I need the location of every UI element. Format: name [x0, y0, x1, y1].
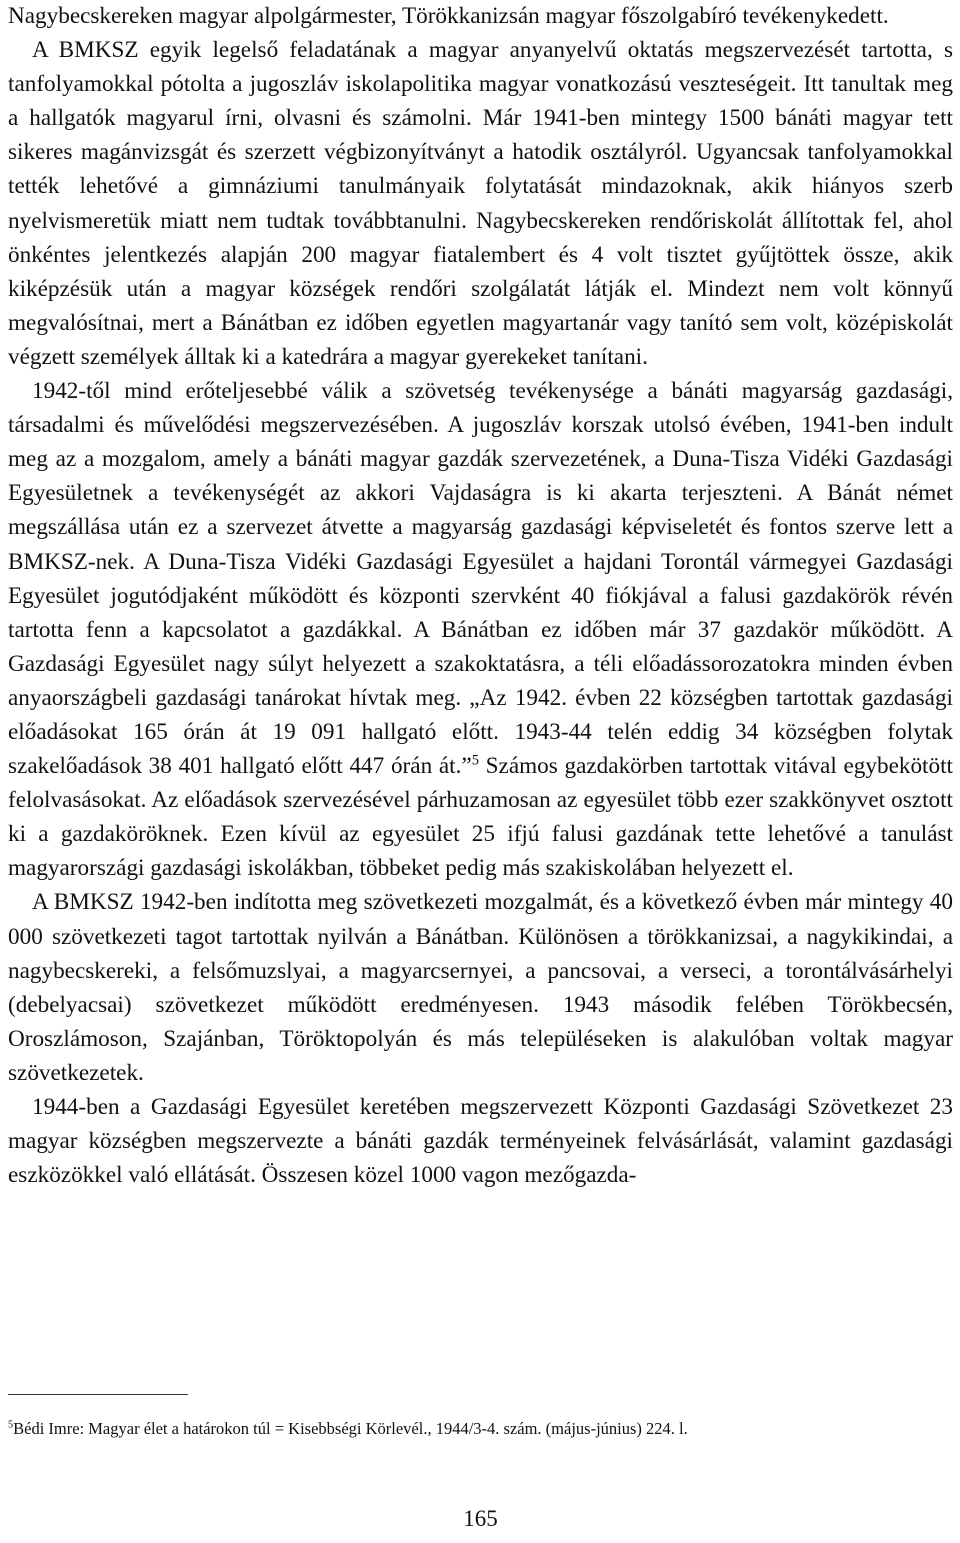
paragraph-3 [8, 374, 953, 885]
book-page [8, 0, 953, 1543]
body-text [8, 0, 953, 1192]
footnote-divider [8, 1394, 188, 1395]
paragraph-5-text: 1944-ben a Gazdasági Egyesület keretében megszervezett Központi Gazdasági Szövetkezet 23 magyar községben megszervezte a bánáti gazdák terményeinek felvásárlását, valamint gazdasági eszközökkel való ellátását. Összesen közel 1000 vagon mezőgazda- [8, 1094, 953, 1189]
footnote-reference: 5 [471, 752, 479, 769]
paragraph-4 [8, 885, 953, 1090]
paragraph-4-text: A BMKSZ 1942-ben indította meg szövetkezeti mozgalmát, és a következő évben már mintegy 40 000 szövetkezeti tagot tartottak nyilván a Bánátban. Különösen a törökkanizsai, a nagykikindai, a nagybecskereki, a felsőmuzslyai, a magyarcsernyei, a pancsovai, a verseci, a torontálvásárhelyi (debelyacsai) szövetkezet működött eredményesen. 1943 második felében Törökbecsén, Oroszlámoson, Szajánban, Töröktopolyán és más településeken is alakulóban voltak magyar szövetkezetek. [8, 889, 953, 1086]
paragraph-5 [8, 1090, 953, 1192]
footnote-text: Bédi Imre: Magyar élet a határokon túl = Kisebbségi Körlevél., 1944/3-4. szám. (május-június) 224. l. [13, 1419, 688, 1438]
paragraph-1 [8, 0, 953, 33]
paragraph-2-text: A BMKSZ egyik legelső feladatának a magyar anyanyelvű oktatás megszervezését tartotta, s tanfolyamokkal pótolta a jugoszláv iskolapolitika magyar vonatkozású veszteségeit. Itt tanultak meg a hallgatók magyarul írni, olvasni és számolni. Már 1941-ben mintegy 1500 bánáti magyar tett sikeres magánvizsgát és szerzett végbizonyítványt a hatodik osztályról. Ugyancsak tanfolyamokkal tették lehetővé a gimnáziumi tanulmányaik folytatását mindazoknak, akik hiányos szerb nyelvismeretük miatt nem tudtak továbbtanulni. Nagybecskereken rendőriskolát állítottak fel, ahol önkéntes jelentkezés alapján 200 magyar fiatalembert és 4 volt tisztet gyűjtöttek össze, akik kiképzésük után a magyar községek rendőri szolgálatát látják el. Mindezt nem volt könnyű megvalósítnai, mert a Bánátban ez időben egyetlen magyartanár vagy tanító sem volt, középiskolát végzett személyek álltak ki a katedrára a magyar gyerekeket tanítani. [8, 37, 953, 370]
paragraph-2 [8, 33, 953, 374]
paragraph-3-text: 1942-től mind erőteljesebbé válik a szövetség tevékenysége a bánáti magyarság gazdasági, társadalmi és művelődési megszervezésében. A jugoszláv korszak utolsó évében, 1941-ben indult meg az a mozgalom, amely a bánáti magyar gazdák szervezetének, a Duna-Tisza Vidéki Gazdasági Egyesületnek a tevékenységét az akkori Vajdaságra is ki akarta terjeszteni. A Bánát német megszállása után ez a szervezet átvette a magyarság gazdasági képviseletét és fontos szerve lett a BMKSZ-nek. A Duna-Tisza Vidéki Gazdasági Egyesület a hajdani Torontál vármegyei Gazdasági Egyesület jogutódjaként működött és központi szervként 40 fiókjával a falusi gazdakörök révén tartotta fenn a kapcsolatot a gazdákkal. A Bánátban ez időben már 37 gazdakör működött. A Gazdasági Egyesület nagy súlyt helyezett a szakoktatásra, a téli előadássorozatokra minden évben anyaországbeli gazdasági tanárokat hívtak meg. „Az 1942. évben 22 községben tartottak gazdasági előadásokat 165 órán át 19 091 hallgató előtt. 1943-44 telén eddig 34 községben folytak szakelőadások 38 401 hallgató előtt 447 órán át.” [8, 378, 953, 780]
page-number: 165 [463, 1506, 498, 1531]
footnote-number: 5 [8, 1419, 14, 1431]
paragraph-3-tail: Számos gazdakörben tartottak vitával egybekötött felolvasásokat. Az előadások szervezésével párhuzamosan az egyesület több ezer szakkönyvet osztott ki a gazdaköröknek. Ezen kívül az egyesület 25 ifjú falusi gazdának tette lehetővé a tanulást magyarországi gazdasági iskolákban, többeket pedig más szakiskolában helyezett el. [8, 753, 953, 882]
paragraph-1-text: Nagybecskereken magyar alpolgármester, Törökkanizsán magyar főszolgabíró tevékenykedett. [8, 3, 889, 29]
footnote [8, 1418, 953, 1440]
